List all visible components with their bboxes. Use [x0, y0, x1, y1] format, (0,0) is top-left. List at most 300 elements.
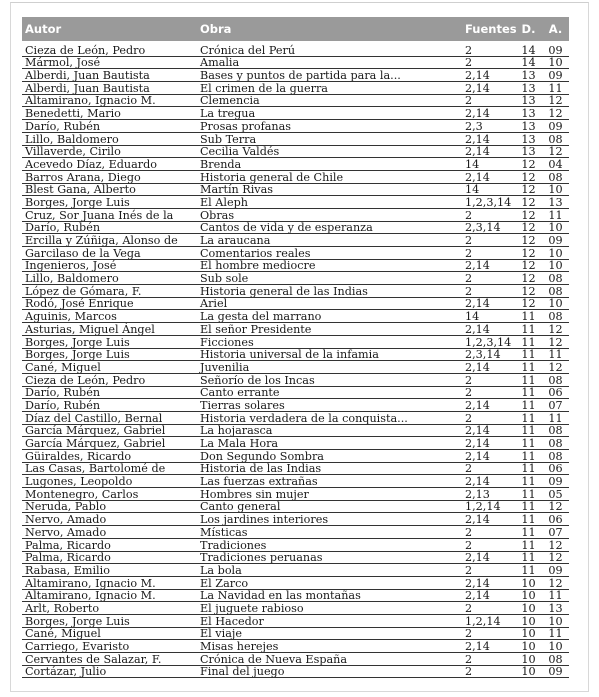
cell-a: 07: [542, 526, 569, 539]
table-row: [22, 526, 569, 539]
cell-obra: Amalia: [197, 56, 462, 69]
cell-a: 12: [542, 335, 569, 348]
cell-fuentes: 2: [462, 208, 515, 221]
table-row: [22, 373, 569, 386]
cell-obra: Cecilia Valdés: [197, 145, 462, 158]
cell-d: 10: [515, 640, 542, 653]
table-row: [22, 158, 569, 171]
cell-autor: Altamirano, Ignacio M.: [22, 94, 197, 107]
works-table: [22, 17, 569, 678]
table-row: [22, 488, 569, 501]
cell-a: 11: [542, 589, 569, 602]
cell-d: 11: [515, 500, 542, 513]
cell-fuentes: 1,2,3,14: [462, 335, 515, 348]
cell-fuentes: 2: [462, 653, 515, 666]
cell-a: 12: [542, 538, 569, 551]
header-a: A.: [542, 17, 569, 43]
cell-fuentes: 14: [462, 183, 515, 196]
table-row: [22, 259, 569, 272]
cell-fuentes: 2,3,14: [462, 348, 515, 361]
table-row: [22, 538, 569, 551]
cell-a: 10: [542, 259, 569, 272]
cell-d: 10: [515, 665, 542, 678]
table-row: [22, 348, 569, 361]
cell-autor: Cervantes de Salazar, F.: [22, 653, 197, 666]
cell-obra: Prosas profanas: [197, 120, 462, 133]
cell-d: 11: [515, 361, 542, 374]
cell-obra: Historia de las Indias: [197, 462, 462, 475]
cell-fuentes: 2: [462, 602, 515, 615]
cell-autor: García Márquez, Gabriel: [22, 437, 197, 450]
cell-a: 06: [542, 462, 569, 475]
table-row: [22, 513, 569, 526]
cell-d: 13: [515, 69, 542, 82]
cell-a: 08: [542, 310, 569, 323]
cell-d: 11: [515, 348, 542, 361]
cell-fuentes: 2: [462, 386, 515, 399]
cell-d: 13: [515, 120, 542, 133]
table-row: [22, 82, 569, 95]
cell-autor: Villaverde, Cirilo: [22, 145, 197, 158]
cell-autor: Ercilla y Zúñiga, Alonso de: [22, 234, 197, 247]
table-row: [22, 221, 569, 234]
cell-autor: Darío, Rubén: [22, 120, 197, 133]
cell-fuentes: 14: [462, 310, 515, 323]
cell-obra: El juguete rabioso: [197, 602, 462, 615]
cell-obra: Canto general: [197, 500, 462, 513]
table-row: [22, 107, 569, 120]
cell-autor: Darío, Rubén: [22, 399, 197, 412]
cell-fuentes: 2: [462, 234, 515, 247]
cell-autor: Güiraldes, Ricardo: [22, 450, 197, 463]
cell-d: 10: [515, 627, 542, 640]
header-d: D.: [515, 17, 542, 43]
cell-autor: Cieza de León, Pedro: [22, 373, 197, 386]
table-row: [22, 183, 569, 196]
cell-autor: Díaz del Castillo, Bernal: [22, 411, 197, 424]
cell-autor: Arlt, Roberto: [22, 602, 197, 615]
cell-obra: Sub Terra: [197, 132, 462, 145]
cell-d: 11: [515, 386, 542, 399]
cell-autor: Barros Arana, Diego: [22, 170, 197, 183]
cell-autor: Palma, Ricardo: [22, 538, 197, 551]
cell-obra: El hombre mediocre: [197, 259, 462, 272]
cell-d: 11: [515, 437, 542, 450]
cell-obra: Los jardines interiores: [197, 513, 462, 526]
cell-autor: Darío, Rubén: [22, 386, 197, 399]
cell-a: 11: [542, 82, 569, 95]
cell-obra: Hombres sin mujer: [197, 488, 462, 501]
cell-fuentes: 1,2,14: [462, 500, 515, 513]
table-row: [22, 335, 569, 348]
cell-d: 12: [515, 170, 542, 183]
cell-obra: Canto errante: [197, 386, 462, 399]
cell-fuentes: 2,14: [462, 424, 515, 437]
cell-a: 08: [542, 424, 569, 437]
table-row: [22, 665, 569, 678]
cell-fuentes: 2,14: [462, 589, 515, 602]
cell-autor: Nervo, Amado: [22, 526, 197, 539]
table-row: [22, 437, 569, 450]
cell-obra: La Mala Hora: [197, 437, 462, 450]
cell-autor: Altamirano, Ignacio M.: [22, 576, 197, 589]
cell-fuentes: 2,14: [462, 640, 515, 653]
cell-autor: Alberdi, Juan Bautista: [22, 82, 197, 95]
table-row: [22, 297, 569, 310]
cell-fuentes: 2: [462, 94, 515, 107]
cell-obra: Crónica del Perú: [197, 43, 462, 57]
cell-autor: Blest Gana, Alberto: [22, 183, 197, 196]
cell-fuentes: 1,2,14: [462, 614, 515, 627]
cell-fuentes: 2,14: [462, 323, 515, 336]
cell-obra: El viaje: [197, 627, 462, 640]
cell-autor: Carriego, Evaristo: [22, 640, 197, 653]
cell-fuentes: 2: [462, 285, 515, 298]
cell-d: 11: [515, 538, 542, 551]
cell-autor: Cieza de León, Pedro: [22, 43, 197, 57]
cell-fuentes: 2,14: [462, 437, 515, 450]
header-fuentes: Fuentes: [462, 17, 515, 43]
cell-fuentes: 2,14: [462, 132, 515, 145]
cell-d: 12: [515, 285, 542, 298]
cell-a: 06: [542, 386, 569, 399]
cell-obra: Brenda: [197, 158, 462, 171]
cell-fuentes: 2: [462, 665, 515, 678]
cell-d: 12: [515, 158, 542, 171]
cell-autor: Rodó, José Enrique: [22, 297, 197, 310]
table-row: [22, 500, 569, 513]
cell-obra: Martín Rivas: [197, 183, 462, 196]
cell-autor: Alberdi, Juan Bautista: [22, 69, 197, 82]
cell-d: 10: [515, 653, 542, 666]
cell-obra: Tradiciones peruanas: [197, 551, 462, 564]
cell-a: 10: [542, 221, 569, 234]
table-row: [22, 475, 569, 488]
cell-obra: Señorío de los Incas: [197, 373, 462, 386]
cell-a: 12: [542, 576, 569, 589]
cell-autor: García Márquez, Gabriel: [22, 424, 197, 437]
cell-a: 09: [542, 43, 569, 57]
cell-fuentes: 2: [462, 462, 515, 475]
table-row: [22, 627, 569, 640]
cell-a: 08: [542, 285, 569, 298]
cell-d: 11: [515, 373, 542, 386]
cell-a: 12: [542, 361, 569, 374]
cell-obra: Crónica de Nueva España: [197, 653, 462, 666]
cell-obra: Cantos de vida y de esperanza: [197, 221, 462, 234]
cell-fuentes: 2: [462, 373, 515, 386]
cell-d: 11: [515, 399, 542, 412]
table-row: [22, 272, 569, 285]
cell-autor: Borges, Jorge Luis: [22, 335, 197, 348]
cell-a: 09: [542, 665, 569, 678]
cell-obra: Juvenilia: [197, 361, 462, 374]
table-header: [22, 17, 569, 43]
cell-fuentes: 2,14: [462, 475, 515, 488]
cell-fuentes: 2,13: [462, 488, 515, 501]
cell-fuentes: 2,14: [462, 513, 515, 526]
cell-fuentes: 2,14: [462, 145, 515, 158]
table-row: [22, 208, 569, 221]
cell-obra: Tierras solares: [197, 399, 462, 412]
cell-a: 11: [542, 348, 569, 361]
cell-autor: Garcilaso de la Vega: [22, 247, 197, 260]
cell-d: 11: [515, 335, 542, 348]
cell-a: 11: [542, 208, 569, 221]
cell-autor: Cortázar, Julio: [22, 665, 197, 678]
cell-fuentes: 2: [462, 43, 515, 57]
cell-autor: Montenegro, Carlos: [22, 488, 197, 501]
cell-fuentes: 2,14: [462, 259, 515, 272]
cell-fuentes: 2: [462, 627, 515, 640]
cell-d: 11: [515, 475, 542, 488]
cell-d: 10: [515, 576, 542, 589]
cell-a: 09: [542, 120, 569, 133]
cell-a: 12: [542, 145, 569, 158]
cell-a: 08: [542, 170, 569, 183]
table-row: [22, 196, 569, 209]
cell-obra: Don Segundo Sombra: [197, 450, 462, 463]
table-row: [22, 602, 569, 615]
cell-autor: Borges, Jorge Luis: [22, 196, 197, 209]
cell-d: 12: [515, 221, 542, 234]
table-row: [22, 43, 569, 57]
cell-d: 12: [515, 208, 542, 221]
cell-fuentes: 2,14: [462, 551, 515, 564]
cell-d: 12: [515, 297, 542, 310]
cell-obra: Bases y puntos de partida para la...: [197, 69, 462, 82]
cell-d: 11: [515, 551, 542, 564]
cell-fuentes: 2,14: [462, 399, 515, 412]
cell-d: 13: [515, 94, 542, 107]
table-row: [22, 310, 569, 323]
cell-a: 09: [542, 69, 569, 82]
table-row: [22, 399, 569, 412]
cell-d: 11: [515, 323, 542, 336]
cell-fuentes: 14: [462, 158, 515, 171]
cell-a: 12: [542, 323, 569, 336]
cell-fuentes: 2: [462, 272, 515, 285]
table-row: [22, 247, 569, 260]
cell-autor: Borges, Jorge Luis: [22, 614, 197, 627]
cell-d: 11: [515, 564, 542, 577]
cell-d: 14: [515, 43, 542, 57]
cell-a: 06: [542, 513, 569, 526]
table-row: [22, 462, 569, 475]
cell-autor: Asturias, Miguel Ángel: [22, 323, 197, 336]
cell-d: 10: [515, 589, 542, 602]
cell-fuentes: 1,2,3,14: [462, 196, 515, 209]
cell-autor: Acevedo Díaz, Eduardo: [22, 158, 197, 171]
cell-autor: Borges, Jorge Luis: [22, 348, 197, 361]
cell-autor: López de Gómara, F.: [22, 285, 197, 298]
cell-a: 10: [542, 640, 569, 653]
cell-obra: Final del juego: [197, 665, 462, 678]
cell-fuentes: 2,14: [462, 297, 515, 310]
cell-autor: Cané, Miguel: [22, 361, 197, 374]
table-row: [22, 323, 569, 336]
cell-a: 07: [542, 399, 569, 412]
cell-fuentes: 2,14: [462, 82, 515, 95]
cell-obra: Ariel: [197, 297, 462, 310]
cell-a: 12: [542, 107, 569, 120]
cell-autor: Lugones, Leopoldo: [22, 475, 197, 488]
cell-a: 10: [542, 183, 569, 196]
cell-a: 09: [542, 564, 569, 577]
cell-d: 14: [515, 56, 542, 69]
cell-fuentes: 2,14: [462, 361, 515, 374]
cell-obra: Misas herejes: [197, 640, 462, 653]
table-row: [22, 285, 569, 298]
cell-obra: El señor Presidente: [197, 323, 462, 336]
table-row: [22, 589, 569, 602]
cell-autor: Aguinis, Marcos: [22, 310, 197, 323]
cell-fuentes: 2,14: [462, 107, 515, 120]
cell-a: 11: [542, 627, 569, 640]
cell-d: 13: [515, 107, 542, 120]
cell-d: 12: [515, 234, 542, 247]
cell-obra: Sub sole: [197, 272, 462, 285]
cell-fuentes: 2: [462, 526, 515, 539]
cell-a: 05: [542, 488, 569, 501]
cell-a: 10: [542, 56, 569, 69]
cell-obra: El Hacedor: [197, 614, 462, 627]
table-row: [22, 386, 569, 399]
cell-autor: Darío, Rubén: [22, 221, 197, 234]
cell-obra: La tregua: [197, 107, 462, 120]
cell-d: 13: [515, 82, 542, 95]
cell-d: 12: [515, 183, 542, 196]
cell-fuentes: 2: [462, 538, 515, 551]
table-row: [22, 120, 569, 133]
cell-obra: La araucana: [197, 234, 462, 247]
table-row: [22, 614, 569, 627]
cell-obra: La gesta del marrano: [197, 310, 462, 323]
cell-d: 11: [515, 462, 542, 475]
cell-d: 10: [515, 614, 542, 627]
cell-fuentes: 2,14: [462, 576, 515, 589]
cell-obra: Tradiciones: [197, 538, 462, 551]
cell-a: 08: [542, 272, 569, 285]
cell-autor: Cané, Miguel: [22, 627, 197, 640]
table-row: [22, 170, 569, 183]
table-row: [22, 411, 569, 424]
cell-obra: Comentarios reales: [197, 247, 462, 260]
cell-fuentes: 2,14: [462, 170, 515, 183]
table-row: [22, 94, 569, 107]
cell-a: 04: [542, 158, 569, 171]
table-row: [22, 132, 569, 145]
cell-autor: Altamirano, Ignacio M.: [22, 589, 197, 602]
cell-d: 11: [515, 450, 542, 463]
cell-obra: La Navidad en las montañas: [197, 589, 462, 602]
cell-d: 13: [515, 132, 542, 145]
cell-d: 12: [515, 196, 542, 209]
cell-a: 10: [542, 614, 569, 627]
cell-autor: Cruz, Sor Juana Inés de la: [22, 208, 197, 221]
table-row: [22, 145, 569, 158]
cell-a: 13: [542, 602, 569, 615]
cell-a: 08: [542, 437, 569, 450]
cell-obra: El Zarco: [197, 576, 462, 589]
cell-obra: El Aleph: [197, 196, 462, 209]
cell-a: 11: [542, 411, 569, 424]
cell-d: 11: [515, 513, 542, 526]
cell-d: 12: [515, 272, 542, 285]
cell-autor: Lillo, Baldomero: [22, 272, 197, 285]
cell-a: 12: [542, 551, 569, 564]
cell-autor: Lillo, Baldomero: [22, 132, 197, 145]
table-row: [22, 576, 569, 589]
cell-a: 08: [542, 450, 569, 463]
table-row: [22, 69, 569, 82]
cell-autor: Neruda, Pablo: [22, 500, 197, 513]
cell-autor: Ingenieros, José: [22, 259, 197, 272]
cell-a: 09: [542, 475, 569, 488]
cell-fuentes: 2: [462, 564, 515, 577]
table-row: [22, 551, 569, 564]
cell-fuentes: 2,3: [462, 120, 515, 133]
cell-autor: Mármol, José: [22, 56, 197, 69]
cell-a: 12: [542, 94, 569, 107]
cell-a: 10: [542, 297, 569, 310]
cell-obra: Las fuerzas extrañas: [197, 475, 462, 488]
table-row: [22, 564, 569, 577]
cell-a: 08: [542, 653, 569, 666]
cell-d: 11: [515, 310, 542, 323]
table-row: [22, 424, 569, 437]
cell-obra: Místicas: [197, 526, 462, 539]
cell-d: 13: [515, 145, 542, 158]
cell-fuentes: 2,14: [462, 69, 515, 82]
cell-a: 08: [542, 132, 569, 145]
cell-d: 11: [515, 526, 542, 539]
cell-obra: Historia universal de la infamia: [197, 348, 462, 361]
cell-d: 11: [515, 411, 542, 424]
cell-fuentes: 2,14: [462, 450, 515, 463]
table-row: [22, 234, 569, 247]
cell-fuentes: 2: [462, 411, 515, 424]
cell-obra: La bola: [197, 564, 462, 577]
cell-obra: El crimen de la guerra: [197, 82, 462, 95]
cell-d: 10: [515, 602, 542, 615]
cell-a: 10: [542, 247, 569, 260]
cell-fuentes: 2,3,14: [462, 221, 515, 234]
cell-d: 12: [515, 247, 542, 260]
cell-obra: Historia verdadera de la conquista...: [197, 411, 462, 424]
table-body: [22, 43, 569, 678]
cell-obra: Historia general de las Indias: [197, 285, 462, 298]
cell-fuentes: 2: [462, 247, 515, 260]
cell-a: 13: [542, 196, 569, 209]
cell-autor: Benedetti, Mario: [22, 107, 197, 120]
cell-obra: Historia general de Chile: [197, 170, 462, 183]
table-row: [22, 361, 569, 374]
cell-obra: Obras: [197, 208, 462, 221]
header-row: [22, 17, 569, 43]
cell-autor: Palma, Ricardo: [22, 551, 197, 564]
table-row: [22, 653, 569, 666]
cell-obra: Clemencia: [197, 94, 462, 107]
cell-d: 12: [515, 259, 542, 272]
cell-autor: Las Casas, Bartolomé de: [22, 462, 197, 475]
cell-a: 09: [542, 234, 569, 247]
cell-obra: Ficciones: [197, 335, 462, 348]
table-row: [22, 56, 569, 69]
cell-obra: La hojarasca: [197, 424, 462, 437]
cell-autor: Nervo, Amado: [22, 513, 197, 526]
cell-fuentes: 2: [462, 56, 515, 69]
